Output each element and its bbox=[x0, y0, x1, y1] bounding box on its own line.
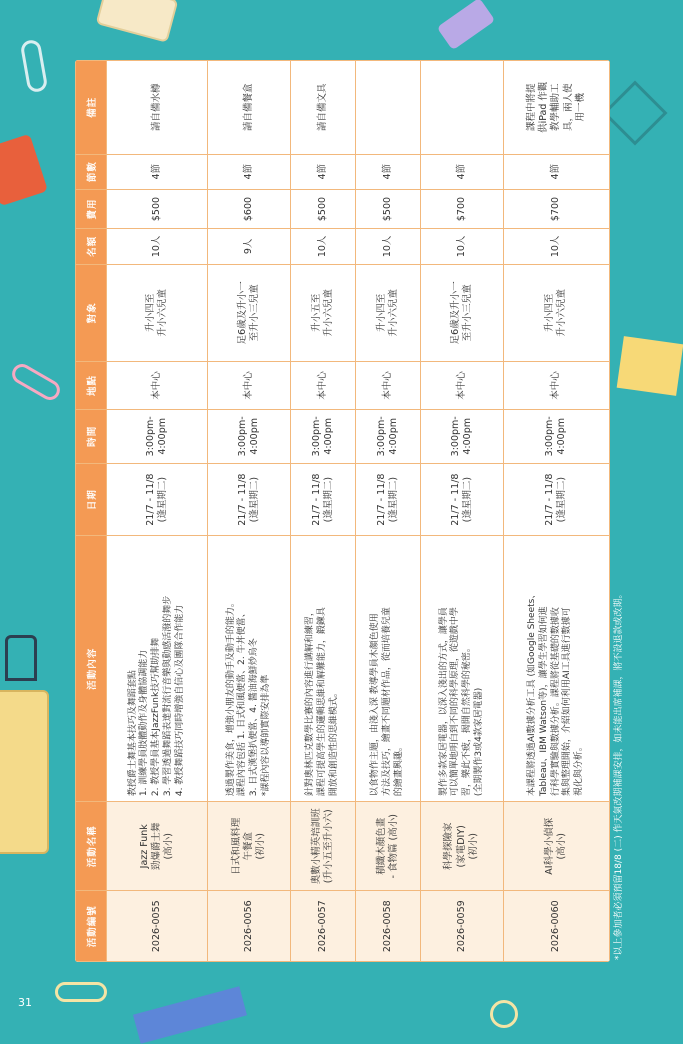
cell-target-line: 升小四至 bbox=[375, 293, 387, 332]
cell-time-line: 3:00pm- bbox=[310, 416, 322, 457]
cell-remarks bbox=[107, 61, 208, 155]
cell-content-line: 1. 訓練學員肢體動作及身體協調能力 bbox=[139, 649, 150, 797]
cell-time-line: 4:00pm bbox=[387, 417, 399, 455]
cell-content bbox=[107, 536, 208, 802]
header-target: 對象 bbox=[76, 264, 107, 362]
header-quota: 名額 bbox=[76, 229, 107, 264]
cell-name bbox=[503, 802, 609, 891]
table-row bbox=[420, 61, 503, 962]
cell-target-line: 升小六兒童 bbox=[322, 289, 334, 337]
cell-name-line: 日式和風料理 bbox=[230, 817, 242, 875]
table-row bbox=[355, 61, 420, 962]
cell-location: 本中心 bbox=[208, 362, 291, 410]
cell-content-line: 本課程將透過AI數據分析工具 (如Google Sheets、 bbox=[527, 589, 538, 797]
header-name: 活動名稱 bbox=[76, 802, 107, 891]
cell-content-line: 教授爵士舞基本技巧及舞蹈套點 bbox=[127, 670, 138, 797]
notebook-decoration bbox=[0, 690, 49, 854]
cell-content-line: 針對奧林匹克數學比賽的內容進行講解和練習， bbox=[305, 607, 316, 797]
cell-content bbox=[355, 536, 420, 802]
header-date: 日期 bbox=[76, 463, 107, 536]
cell-content-line: 製作多款家居電器，以深入淺出的方式，讓學員 bbox=[438, 607, 449, 797]
cell-date-line: (逢星期二) bbox=[556, 476, 568, 523]
cell-sessions: 4節 bbox=[107, 154, 208, 189]
table-row bbox=[503, 61, 609, 962]
sticky-note-decoration bbox=[617, 336, 683, 396]
cell-remarks bbox=[503, 61, 609, 155]
cell-content-line: 以食物作主題，由淺入深 教導學員木顏色使用 bbox=[370, 613, 381, 797]
cell-code: 2026-0055 bbox=[107, 891, 208, 962]
cell-content-line: Tableau、IBM Watson等)，讓學生學習如何進 bbox=[538, 606, 549, 797]
cell-content bbox=[208, 536, 291, 802]
cell-sessions: 4節 bbox=[355, 154, 420, 189]
cell-date bbox=[208, 463, 291, 536]
cell-fee: $700 bbox=[503, 189, 609, 228]
cell-content bbox=[503, 536, 609, 802]
schedule-table-rotated bbox=[75, 60, 610, 962]
cell-content-line: 可以簡單地明白到不同的科學原理，從遊戲中學 bbox=[450, 607, 461, 797]
cell-location: 本中心 bbox=[107, 362, 208, 410]
footnote-wrap bbox=[612, 130, 626, 960]
cell-name bbox=[291, 802, 356, 891]
cell-remarks-line: 用一機 bbox=[574, 93, 586, 122]
cell-quota: 10人 bbox=[107, 229, 208, 264]
sharpener-decoration bbox=[0, 134, 48, 207]
cell-remarks bbox=[420, 61, 503, 155]
cell-date-line: 21/7 - 11/8 bbox=[544, 473, 556, 526]
cell-content-line: 的繪畫興趣。 bbox=[393, 742, 404, 797]
cell-target bbox=[420, 264, 503, 362]
cell-date-line: (逢星期二) bbox=[387, 476, 399, 523]
cell-target bbox=[107, 264, 208, 362]
cell-date bbox=[503, 463, 609, 536]
cell-content-line: 課程內容包括 1. 日式和風便當、2. 牛丼便當、 bbox=[237, 608, 248, 797]
cell-time-line: 3:00pm- bbox=[236, 416, 248, 457]
cell-remarks-line: 課程中將提 bbox=[525, 83, 537, 132]
cell-target-line: 至升小三兒童 bbox=[461, 284, 473, 342]
cell-date bbox=[355, 463, 420, 536]
cell-content-line: 透過製作美食，增強小朋友的動手及動手的能力。 bbox=[225, 598, 236, 797]
cell-code: 2026-0059 bbox=[420, 891, 503, 962]
cell-content bbox=[420, 536, 503, 802]
cell-content-line: (全期製作3或4款家居電器) bbox=[473, 687, 484, 797]
cell-code: 2026-0060 bbox=[503, 891, 609, 962]
page-number: 31 bbox=[18, 996, 32, 1009]
cell-date-line: 21/7 - 11/8 bbox=[236, 473, 248, 526]
cell-date-line: (逢星期二) bbox=[157, 476, 169, 523]
cell-name bbox=[208, 802, 291, 891]
binder-clip-icon bbox=[5, 635, 37, 681]
cell-location: 本中心 bbox=[291, 362, 356, 410]
cell-date-line: (逢星期二) bbox=[461, 476, 473, 523]
cell-remarks bbox=[208, 61, 291, 155]
schedule-sheet bbox=[75, 60, 610, 962]
cell-target-line: 升小六兒童 bbox=[387, 289, 399, 337]
paperclip-icon bbox=[55, 982, 107, 1002]
cell-target-line: 足6歲及升小一 bbox=[236, 281, 248, 345]
cell-quota: 9人 bbox=[208, 229, 291, 264]
cell-fee: $500 bbox=[355, 189, 420, 228]
cell-name-line: (高小) bbox=[163, 833, 175, 860]
table-row bbox=[291, 61, 356, 962]
header-fee: 費用 bbox=[76, 189, 107, 228]
cell-time-line: 3:00pm- bbox=[449, 416, 461, 457]
cell-target-line: 升小四至 bbox=[144, 293, 156, 332]
cell-content bbox=[291, 536, 356, 802]
header-content: 活動內容 bbox=[76, 536, 107, 802]
cell-remarks-line: 請自備餐盒 bbox=[242, 83, 254, 132]
cell-date bbox=[420, 463, 503, 536]
cell-sessions: 4節 bbox=[420, 154, 503, 189]
cell-content-line: *課程內容以導師實際安排為準 bbox=[260, 674, 271, 797]
cell-remarks-line: 請自備水樽 bbox=[150, 83, 162, 132]
cell-sessions: 4節 bbox=[208, 154, 291, 189]
cell-name bbox=[107, 802, 208, 891]
cell-time bbox=[291, 409, 356, 463]
cell-date bbox=[291, 463, 356, 536]
cell-time bbox=[355, 409, 420, 463]
cell-content-line: 開放和創造性的思維模式。 bbox=[328, 688, 339, 797]
cell-target bbox=[503, 264, 609, 362]
table-row bbox=[208, 61, 291, 962]
table-header-row bbox=[76, 61, 107, 962]
header-code: 活動編號 bbox=[76, 891, 107, 962]
cell-location: 本中心 bbox=[503, 362, 609, 410]
cell-target bbox=[208, 264, 291, 362]
cell-name-line: - 食物篇 (高小) bbox=[387, 814, 399, 879]
cell-name-line: 勁爆爵士舞 bbox=[150, 822, 162, 871]
eraser-decoration bbox=[437, 0, 496, 50]
cell-time bbox=[107, 409, 208, 463]
cell-content-line: 4. 教授舞蹈技巧同時增強自信心及團隊合作能力 bbox=[174, 604, 185, 797]
cell-code: 2026-0058 bbox=[355, 891, 420, 962]
cell-target-line: 足6歲及升小一 bbox=[449, 281, 461, 345]
cell-time-line: 4:00pm bbox=[157, 417, 169, 455]
cell-target bbox=[355, 264, 420, 362]
cell-content-line: 3. 學習透過舞蹈表達對流行音樂與動感活潑的舞步 bbox=[162, 595, 173, 797]
table-body bbox=[107, 61, 610, 962]
cell-name-line: (家電DIY) bbox=[455, 825, 467, 868]
eraser-decoration bbox=[96, 0, 179, 43]
activity-table bbox=[75, 60, 610, 962]
cell-target-line: 升小四至 bbox=[544, 293, 556, 332]
paperclip-icon bbox=[20, 39, 49, 94]
cell-time-line: 4:00pm bbox=[461, 417, 473, 455]
cell-name-line: AI科學小偵探 bbox=[544, 817, 556, 875]
cell-content-line: 行科學實驗與數據分析。課程將從基礎的數據收 bbox=[550, 607, 561, 797]
footnote: *以上參加者必須預留18/8 (二) 作天氣改期補課安排，如未能出席補課，將不設退款或改期。 bbox=[614, 589, 624, 960]
cell-date-line: 21/7 - 11/8 bbox=[310, 473, 322, 526]
cell-content-line: 課程可提高學生的邏輯思維和解難能力，鍛鍊具 bbox=[317, 607, 328, 797]
cell-fee: $700 bbox=[420, 189, 503, 228]
cell-name-line: 積纖木顏色畫 bbox=[375, 817, 387, 875]
cell-remarks-line: 請自備文具 bbox=[316, 83, 328, 132]
cell-date-line: (逢星期二) bbox=[249, 476, 261, 523]
cell-target bbox=[291, 264, 356, 362]
cell-name-line: 午餐盒 bbox=[242, 832, 254, 861]
cell-time-line: 3:00pm- bbox=[375, 416, 387, 457]
cell-location: 本中心 bbox=[355, 362, 420, 410]
cell-date bbox=[107, 463, 208, 536]
cell-target-line: 升小六兒童 bbox=[556, 289, 568, 337]
cell-time-line: 4:00pm bbox=[249, 417, 261, 455]
cell-time bbox=[420, 409, 503, 463]
cell-remarks bbox=[291, 61, 356, 155]
cell-fee: $600 bbox=[208, 189, 291, 228]
cell-name bbox=[355, 802, 420, 891]
header-sessions: 節數 bbox=[76, 154, 107, 189]
cell-time bbox=[503, 409, 609, 463]
cell-date-line: 21/7 - 11/8 bbox=[375, 473, 387, 526]
header-time: 時間 bbox=[76, 409, 107, 463]
cell-quota: 10人 bbox=[291, 229, 356, 264]
cell-name-line: 科學探險家 bbox=[443, 822, 455, 871]
cell-time-line: 4:00pm bbox=[322, 417, 334, 455]
table-row bbox=[107, 61, 208, 962]
cell-date-line: (逢星期二) bbox=[322, 476, 334, 523]
cell-time-line: 3:00pm- bbox=[144, 416, 156, 457]
paperclip-icon bbox=[8, 360, 63, 403]
cell-name-line: (初小) bbox=[468, 833, 480, 860]
cell-time-line: 3:00pm- bbox=[544, 416, 556, 457]
cell-sessions: 4節 bbox=[291, 154, 356, 189]
cell-name bbox=[420, 802, 503, 891]
cell-time bbox=[208, 409, 291, 463]
cell-sessions: 4節 bbox=[503, 154, 609, 189]
cell-content-line: 2. 教授學員基本JazzFunk技巧幫助排舞 bbox=[151, 637, 162, 797]
cell-content-line: 習，樂此不疲，揭開自然科學的秘密。 bbox=[461, 643, 472, 797]
cell-quota: 10人 bbox=[355, 229, 420, 264]
cell-target-line: 升小五至 bbox=[310, 293, 322, 332]
cell-time-line: 4:00pm bbox=[556, 417, 568, 455]
cell-target-line: 升小六兒童 bbox=[157, 289, 169, 337]
cell-location: 本中心 bbox=[420, 362, 503, 410]
cell-fee: $500 bbox=[291, 189, 356, 228]
cell-content-line: 視化與分析。 bbox=[573, 742, 584, 797]
cell-target-line: 至升小三兒童 bbox=[249, 284, 261, 342]
cell-date-line: 21/7 - 11/8 bbox=[449, 473, 461, 526]
cell-content-line: 3. 日式漢堡扒便當、4. 醬油海鮮炒烏冬 bbox=[249, 638, 260, 797]
cell-fee: $500 bbox=[107, 189, 208, 228]
cell-code: 2026-0056 bbox=[208, 891, 291, 962]
cell-code: 2026-0057 bbox=[291, 891, 356, 962]
header-remarks: 備註 bbox=[76, 61, 107, 155]
cell-name-line: (升小五至升小六) bbox=[322, 809, 334, 884]
cell-remarks-line: 供iPad 作觀 bbox=[537, 81, 549, 133]
cell-name-line: (初小) bbox=[255, 833, 267, 860]
cell-quota: 10人 bbox=[420, 229, 503, 264]
cell-name-line: 奧數小精英培訓班 bbox=[310, 808, 322, 885]
cell-name-line: (高小) bbox=[556, 833, 568, 860]
cell-remarks-line: 具，兩人使 bbox=[562, 83, 574, 132]
cell-remarks bbox=[355, 61, 420, 155]
cell-content-line: 方法及技巧，繪畫不同題材作品，從而培養兒童 bbox=[382, 607, 393, 797]
cell-date-line: 21/7 - 11/8 bbox=[144, 473, 156, 526]
cell-name-line: Jazz Funk bbox=[138, 824, 150, 869]
cell-remarks-line: 教學輔助工 bbox=[550, 83, 562, 132]
cell-content-line: 集與整理開始，介紹如何利用AI工具進行數據可 bbox=[562, 607, 573, 797]
cell-quota: 10人 bbox=[503, 229, 609, 264]
book-decoration bbox=[133, 986, 247, 1043]
header-location: 地點 bbox=[76, 362, 107, 410]
